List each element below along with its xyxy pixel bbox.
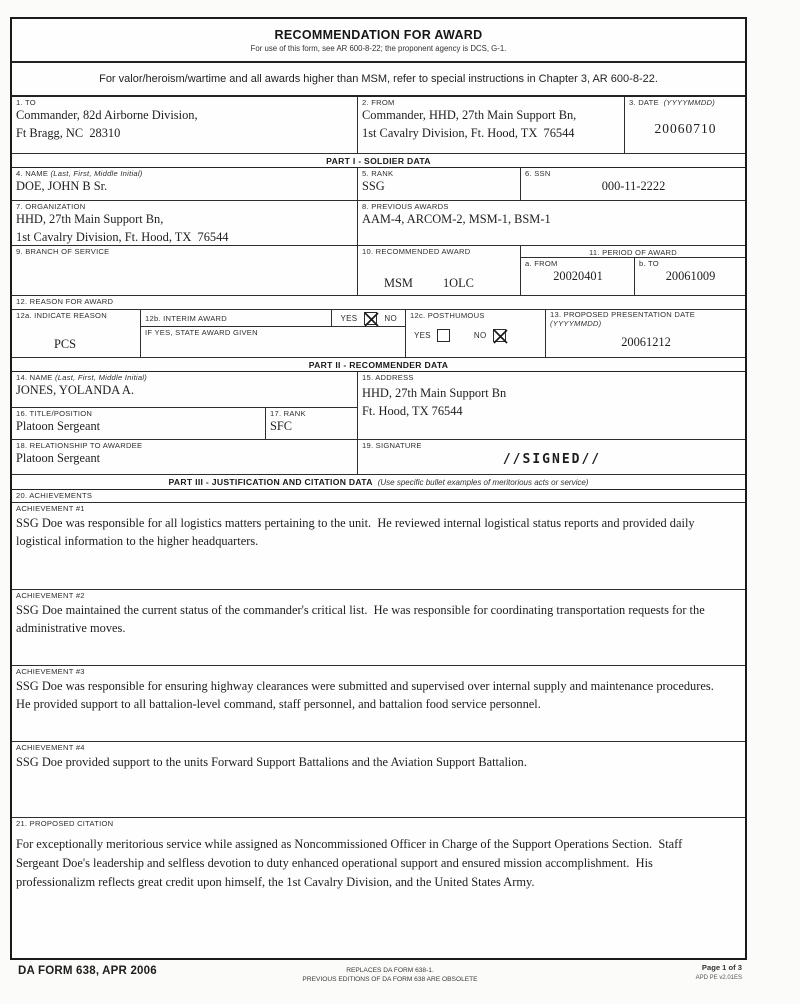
posthumous-yes-checkbox[interactable] — [437, 329, 450, 342]
recommender-name-value[interactable]: JONES, YOLANDA A. — [16, 383, 134, 397]
part1-header — [12, 154, 745, 168]
footer-replaces-note — [190, 966, 590, 984]
box-11-period — [520, 246, 745, 295]
period-from — [521, 258, 634, 295]
page-number: Page 1 of 3 — [701, 963, 742, 972]
x-mark-icon — [492, 328, 509, 345]
to-label: 1. TO — [16, 98, 36, 107]
special-instructions: For valor/heroism/wartime and all awards higher than MSM, refer to special instructions in Chapter 3, AR 600-8-22. — [99, 73, 658, 85]
achievement-4-label: ACHIEVEMENT #4 — [16, 743, 85, 752]
signature-value[interactable]: //SIGNED// — [502, 452, 602, 467]
relationship-label: 18. RELATIONSHIP TO AWARDEE — [16, 441, 143, 450]
ssn-value[interactable]: 000-11-2222 — [601, 179, 666, 193]
previous-awards-value[interactable]: AAM-4, ARCOM-2, MSM-1, BSM-1 — [362, 212, 551, 226]
box-4-name — [12, 168, 357, 200]
box-6-ssn — [520, 168, 745, 200]
citation-text[interactable]: For exceptionally meritorious service while assigned as Noncommissioned Officer in Charge of the Support Operations Section. Staff Sergeant Doe's leadership and selfless devotion to duty enhanced operational support and ensured mission accomplishment. His professionalizm reflects great credit upon himself, the 1st Cavalry Division, and the United States Army. — [16, 837, 686, 890]
interim-no-checkbox[interactable] — [364, 312, 377, 325]
achievement-3 — [12, 666, 745, 741]
achievements-label: 20. ACHIEVEMENTS — [16, 491, 93, 500]
title-position-label: 16. TITLE/POSITION — [16, 409, 93, 418]
presentation-date-label: 13. PROPOSED PRESENTATION DATE (YYYYMMDD) — [550, 310, 696, 328]
interim-if-yes[interactable] — [141, 327, 405, 357]
recommender-name-label: 14. NAME (Last, First, Middle Initial) — [16, 373, 148, 382]
address-label: 15. ADDRESS — [362, 373, 414, 382]
box-12c-posthumous — [405, 310, 545, 357]
form-footer — [10, 963, 790, 1001]
form-title-block — [12, 19, 745, 63]
recommended-award-label: 10. RECOMMENDED AWARD — [362, 247, 471, 256]
name-label: 4. NAME (Last, First, Middle Initial) — [16, 169, 143, 178]
box-16-title-position — [12, 408, 265, 439]
box-19-signature — [358, 440, 745, 474]
branch-label: 9. BRANCH OF SERVICE — [16, 247, 110, 256]
interim-no-label: NO — [384, 313, 397, 323]
footer-replaces-line2: PREVIOUS EDITIONS OF DA FORM 638 ARE OBSOLETE — [302, 976, 478, 983]
box-2-from — [357, 97, 624, 153]
part3-title: PART III - JUSTIFICATION AND CITATION DATA — [168, 477, 373, 487]
interim-yes-label: YES — [340, 313, 358, 323]
form-number: DA FORM 638, APR 2006 — [18, 965, 157, 977]
achievement-1 — [12, 503, 745, 589]
box-14-recommender-name — [12, 372, 357, 408]
box-8-previous-awards — [357, 201, 745, 245]
footer-page-info — [696, 963, 742, 983]
rank-label: 5. RANK — [362, 169, 394, 178]
reason-header-label: 12. REASON FOR AWARD — [16, 297, 114, 306]
recommended-award-value[interactable]: MSM 1OLC — [384, 276, 474, 291]
achievement-3-text[interactable]: SSG Doe was responsible for ensuring highway clearances were submitted and supervised over internal supply and maintenance procedures. He provided support to all battalion-level command, staff personnel, and battalion food service personnel. — [16, 679, 720, 711]
from-label: 2. FROM — [362, 98, 395, 107]
title-position-value[interactable]: Platoon Sergeant — [16, 419, 101, 433]
relationship-value[interactable]: Platoon Sergeant — [16, 451, 101, 465]
posthumous-label: 12c. POSTHUMOUS — [410, 311, 485, 320]
period-from-label: a. FROM — [525, 259, 558, 268]
period-label: 11. PERIOD OF AWARD — [588, 248, 677, 257]
recommender-rank-value[interactable]: SFC — [270, 419, 293, 433]
da-form-638 — [10, 17, 747, 960]
from-value[interactable]: Commander, HHD, 27th Main Support Bn, 1st Cavalry Division, Ft. Hood, TX 76544 — [362, 108, 577, 140]
box-15-address — [358, 372, 745, 440]
special-instructions-row — [12, 63, 745, 97]
posthumous-no-label: NO — [473, 331, 487, 340]
box-12a-indicate-reason — [12, 310, 140, 357]
box-12b-interim-award — [140, 310, 405, 357]
date-label: 3. DATE (YYYYMMDD) — [629, 98, 716, 107]
box-17-recommender-rank — [265, 408, 357, 439]
achievement-2-label: ACHIEVEMENT #2 — [16, 591, 85, 600]
x-mark-icon — [363, 311, 380, 328]
box-20-achievements — [12, 490, 95, 502]
box-7-organization — [12, 201, 357, 245]
organization-value[interactable]: HHD, 27th Main Support Bn, 1st Cavalry Division, Ft. Hood, TX 76544 — [16, 212, 229, 244]
part3-header — [12, 475, 745, 490]
period-to-label: b. TO — [639, 259, 659, 268]
ssn-label: 6. SSN — [525, 169, 551, 178]
period-to — [634, 258, 745, 295]
box-3-date — [624, 97, 745, 153]
achievement-3-label: ACHIEVEMENT #3 — [16, 667, 85, 676]
part2-header — [12, 358, 745, 372]
to-value[interactable]: Commander, 82d Airborne Division, Ft Bragg, NC 28310 — [16, 108, 198, 140]
posthumous-no-checkbox[interactable] — [493, 329, 506, 342]
interim-if-yes-label: IF YES, STATE AWARD GIVEN — [145, 328, 258, 337]
form-subtitle: For use of this form, see AR 600-8-22; the proponent agency is DCS, G-1. — [250, 43, 507, 53]
achievement-2-text[interactable]: SSG Doe maintained the current status of the commander's critical list. He was responsible for coordinating transportation requests for the administrative moves. — [16, 603, 708, 635]
interim-award-label: 12b. INTERIM AWARD — [145, 313, 227, 323]
apd-version: APD PE v2.01ES — [695, 975, 742, 981]
box-13-presentation-date — [545, 310, 745, 357]
achievement-4 — [12, 742, 745, 817]
box-1-to — [12, 97, 357, 153]
part2-title: PART II - RECOMMENDER DATA — [308, 359, 449, 370]
period-from-value[interactable]: 20020401 — [553, 269, 603, 283]
date-value[interactable]: 20060710 — [654, 121, 717, 136]
rank-value[interactable]: SSG — [362, 179, 385, 193]
part3-title-note: (Use specific bullet examples of meritorious acts or service) — [377, 477, 589, 487]
organization-label: 7. ORGANIZATION — [16, 202, 86, 211]
indicate-reason-value[interactable]: PCS — [54, 337, 77, 352]
achievement-2 — [12, 590, 745, 665]
achievement-1-text[interactable]: SSG Doe was responsible for all logistics matters pertaining to the unit. He reviewed internal logistical status reports and provided daily logistical information to the higher headquarters. — [16, 516, 698, 548]
indicate-reason-label: 12a. INDICATE REASON — [16, 311, 107, 320]
box-5-rank — [357, 168, 520, 200]
signature-label: 19. SIGNATURE — [362, 441, 422, 450]
presentation-date-value[interactable]: 20061212 — [621, 335, 671, 349]
achievement-1-label: ACHIEVEMENT #1 — [16, 504, 85, 513]
period-to-value[interactable]: 20061009 — [665, 269, 716, 283]
name-value[interactable]: DOE, JOHN B Sr. — [16, 179, 108, 193]
achievement-4-text[interactable]: SSG Doe provided support to the units Forward Support Battalions and the Aviation Support Battalion. — [16, 755, 527, 769]
box-18-relationship — [12, 440, 357, 474]
box-9-branch — [12, 246, 357, 295]
box-21-proposed-citation — [12, 818, 745, 958]
box-10-recommended-award — [357, 246, 520, 295]
citation-label: 21. PROPOSED CITATION — [16, 819, 114, 828]
recommender-rank-label: 17. RANK — [270, 409, 306, 418]
previous-awards-label: 8. PREVIOUS AWARDS — [362, 202, 449, 211]
form-title: RECOMMENDATION FOR AWARD — [274, 27, 483, 42]
address-value[interactable]: HHD, 27th Main Support Bn Ft. Hood, TX 76544 — [362, 386, 507, 418]
posthumous-yes-label: YES — [414, 331, 431, 340]
footer-replaces-line1: REPLACES DA FORM 638-1. — [346, 967, 434, 974]
part1-title: PART I - SOLDIER DATA — [326, 155, 431, 166]
box-12-reason-header — [12, 296, 116, 309]
